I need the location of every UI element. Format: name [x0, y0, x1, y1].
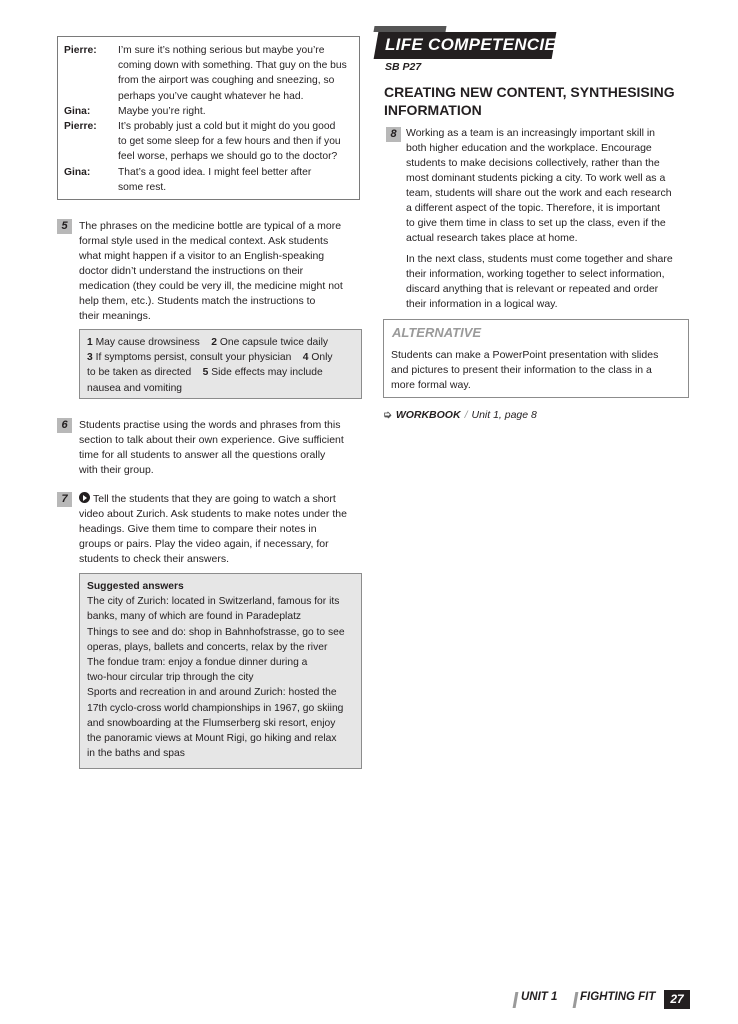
- answer-text: One capsule twice daily: [219, 337, 329, 348]
- text-line: to get some sleep for a few hours and then if you: [118, 136, 341, 148]
- text-line: students to check their answers.: [79, 553, 229, 565]
- dialogue-text: [118, 43, 351, 104]
- text-line: with their group.: [79, 464, 154, 476]
- banner-title: LIFE COMPETENCIES: [385, 35, 568, 54]
- text-line: That’s a good idea. I might feel better after: [118, 166, 312, 178]
- item-7-text: [79, 492, 364, 567]
- text-line: coming down with something. That guy on the bus: [118, 60, 347, 72]
- heading-line: INFORMATION: [384, 102, 482, 118]
- answer-line: [87, 350, 357, 365]
- text-line: Students can make a PowerPoint presentation with slides: [391, 349, 659, 361]
- dialogue-box: [57, 36, 360, 200]
- text-line: from the airport was coughing and sneezing, so: [118, 75, 335, 87]
- footer-unit: UNIT 1: [521, 991, 558, 1003]
- item-5-text: [79, 219, 364, 324]
- workbook-label: WORKBOOK: [395, 409, 461, 421]
- text-line: Working as a team is an increasingly important skill in: [406, 127, 655, 139]
- text-line: feel worse, perhaps we should go to the doctor?: [118, 151, 338, 163]
- text-line: banks, many of which are found in Paradeplatz: [87, 611, 302, 623]
- text-line: 17th cyclo-cross world championships in 1967, go skiing: [87, 702, 344, 714]
- text-line: a different aspect of the topic. Therefore, it is important: [406, 202, 661, 214]
- section-heading: [384, 83, 684, 119]
- answer-number: 1: [87, 337, 93, 348]
- text-line: students to make decisions collectively, rather than the: [406, 157, 660, 169]
- text-line: groups or pairs. Play the video again, if necessary, for: [79, 538, 329, 550]
- text-line: actual research takes place at home.: [406, 232, 578, 244]
- text-line: Sports and recreation in and around Zurich: hosted the: [87, 687, 337, 699]
- text-line: In the next class, students must come together and share: [406, 253, 673, 265]
- text-line: some rest.: [118, 181, 167, 193]
- answer-text: If symptoms persist, consult your physician: [95, 352, 292, 364]
- text-line: more formal way.: [391, 379, 471, 391]
- speaker: Gina:: [64, 166, 91, 178]
- dialogue-text: [118, 165, 351, 195]
- text-line: both higher education and the workplace. Encourage: [406, 142, 652, 154]
- text-line: section to talk about their own experience. Give sufficient: [79, 434, 344, 446]
- answer-text-wrap: Only: [311, 352, 333, 364]
- text-line: and snowboarding at the Flumserberg ski resort, enjoy: [87, 717, 336, 729]
- dialogue-line: [64, 119, 351, 165]
- text-line: video about Zurich. Ask students to make notes under the: [79, 508, 347, 520]
- dialogue-text: [118, 119, 351, 165]
- text-line: what might happen if a visitor to an English-speaking: [79, 250, 325, 262]
- text-line: the panoramic views at Mount Rigi, go hiking and relax: [87, 733, 337, 745]
- item-number-7: 7: [57, 492, 72, 507]
- footer-divider: [573, 992, 579, 1008]
- answer-number: 4: [302, 352, 309, 364]
- student-book-reference: SB P27: [385, 61, 422, 73]
- item-8-text: [406, 126, 691, 312]
- text-line: their information in a logical way.: [406, 298, 558, 310]
- footer-title: FIGHTING FIT: [580, 991, 656, 1003]
- dialogue-line: [64, 43, 351, 104]
- text-line: help them, etc.). Students match the instructions to: [79, 295, 316, 307]
- answer-text: May cause drowsiness: [95, 337, 200, 348]
- text-line: formal style used in the medical context. Ask students: [79, 235, 329, 247]
- answer-number: 5: [202, 367, 209, 379]
- dialogue-text: [118, 104, 351, 119]
- text-line: Things to see and do: shop in Bahnhofstrasse, go to see: [87, 626, 345, 638]
- text-line: discard anything that is relevant or repeated and order: [406, 283, 659, 295]
- item-number-5: 5: [57, 219, 72, 234]
- item-number-6: 6: [57, 418, 72, 433]
- text-line: Maybe you’re right.: [118, 105, 206, 117]
- suggested-answers-box: [79, 573, 362, 769]
- answer-line: [87, 335, 357, 350]
- text-line: headings. Give them time to compare their notes in: [79, 523, 317, 535]
- text-line: [79, 492, 364, 507]
- dialogue-line: [64, 165, 351, 195]
- answers-box: [79, 329, 362, 399]
- answer-number: 2: [211, 337, 217, 348]
- text-line: The phrases on the medicine bottle are typical of a more: [79, 220, 342, 232]
- speaker: Gina:: [64, 105, 91, 117]
- text-line: I’m sure it’s nothing serious but maybe you’re: [118, 45, 325, 56]
- dialogue-line: [64, 104, 351, 119]
- text-line: most dominant students picking a city. To work well as a: [406, 172, 666, 184]
- footer-divider: [513, 992, 519, 1008]
- text-line: perhaps you’ve caught whatever he had.: [118, 90, 304, 102]
- workbook-reference: [383, 409, 537, 421]
- answer-text-cont: to be taken as directed: [87, 367, 192, 379]
- text-line: The city of Zurich: located in Switzerland, famous for its: [87, 596, 340, 608]
- text-line: medication (they could be very ill, the medicine might not: [79, 280, 343, 292]
- answer-line: [87, 381, 357, 396]
- speaker: Pierre:: [64, 121, 97, 133]
- page-number: 27: [664, 990, 690, 1009]
- text-line: doctor didn’t understand the instructions on their: [79, 265, 304, 277]
- text-line: It’s probably just a cold but it might do you good: [118, 121, 336, 133]
- text-line: operas, plays, ballets and concerts, relax by the river: [87, 641, 328, 653]
- alternative-text: [391, 348, 683, 393]
- text-line: time for all students to answer all the questions orally: [79, 449, 326, 461]
- text-line: The fondue tram: enjoy a fondue dinner during a: [87, 657, 308, 669]
- workbook-page-ref: Unit 1, page 8: [471, 409, 537, 421]
- suggested-answers-title: Suggested answers: [87, 581, 184, 592]
- arrow-right-icon: ➭: [383, 409, 392, 421]
- text-line: Students practise using the words and phrases from this: [79, 419, 341, 431]
- answer-number: 3: [87, 352, 93, 364]
- text-line: in the baths and spas: [87, 748, 185, 760]
- heading-line: CREATING NEW CONTENT, SYNTHESISING: [384, 84, 675, 100]
- text-line: their meanings.: [79, 310, 151, 322]
- item-number-8: 8: [386, 127, 401, 142]
- item-6-text: [79, 418, 364, 478]
- separator: /: [464, 409, 468, 421]
- text-line-content: Tell the students that they are going to watch a short: [93, 493, 336, 505]
- text-line: team, students will share out the work and each research: [406, 187, 672, 199]
- alternative-title: ALTERNATIVE: [392, 325, 482, 340]
- answer-line: [87, 365, 357, 380]
- text-line: their information, working together to select information,: [406, 268, 665, 280]
- text-line: to give them time in class to set up the class, even if the: [406, 217, 666, 229]
- text-line: and pictures to present their information to the class in a: [391, 364, 652, 376]
- answer-text-cont: nausea and vomiting: [87, 382, 183, 394]
- answer-text-part: Side effects may include: [211, 367, 323, 379]
- play-video-icon: [79, 492, 90, 503]
- text-line: two-hour circular trip through the city: [87, 672, 254, 684]
- speaker: Pierre:: [64, 45, 97, 56]
